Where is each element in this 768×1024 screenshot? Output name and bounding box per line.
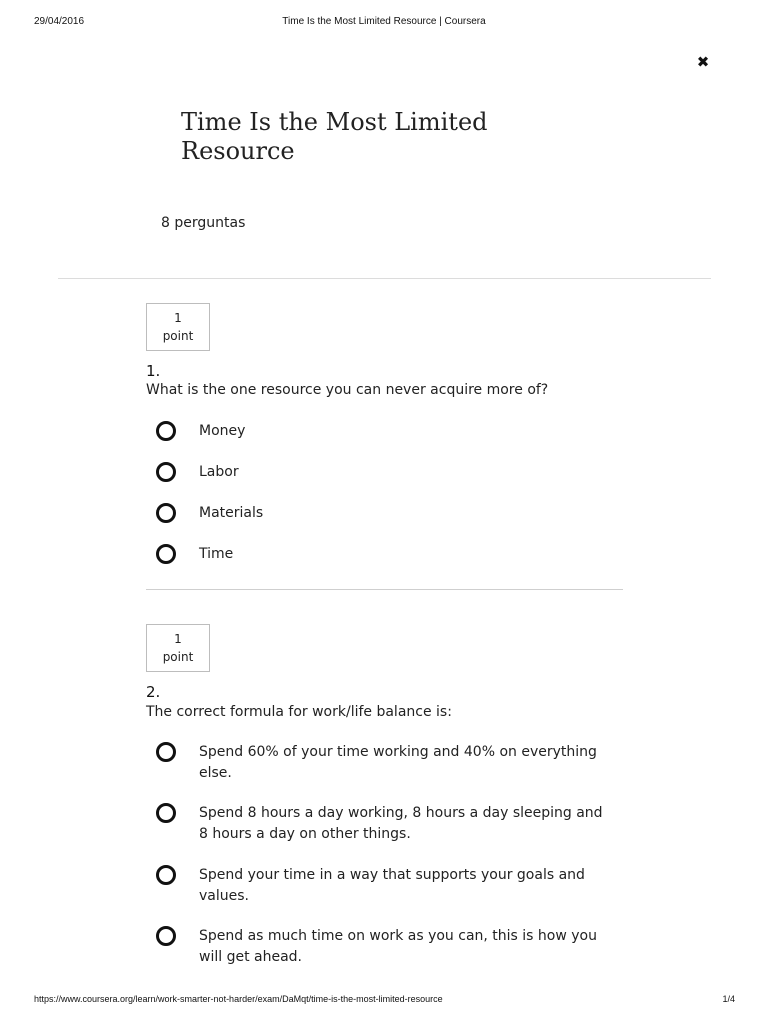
question-count: 8 perguntas <box>161 215 246 231</box>
option-label: Spend your time in a way that supports your goals and values. <box>199 867 585 904</box>
option-label: Spend 60% of your time working and 40% on everything else. <box>199 744 597 781</box>
print-page-number: 1/4 <box>722 994 735 1004</box>
radio-button[interactable] <box>156 544 176 564</box>
close-icon[interactable]: ✖ <box>696 53 710 71</box>
question-number: 1. <box>146 362 161 380</box>
question-number: 2. <box>146 683 161 701</box>
option-label: Labor <box>199 464 239 480</box>
print-page-title: Time Is the Most Limited Resource | Coursera <box>282 16 486 27</box>
header-divider <box>58 278 711 279</box>
option-label: Materials <box>199 505 264 521</box>
page-title: Time Is the Most Limited Resource <box>181 108 488 165</box>
radio-button[interactable] <box>156 462 176 482</box>
option-label: Spend as much time on work as you can, this is how you will get ahead. <box>199 928 597 965</box>
radio-button[interactable] <box>156 803 176 823</box>
radio-button[interactable] <box>156 503 176 523</box>
points-unit: point <box>162 329 194 343</box>
question-text: The correct formula for work/life balance is: <box>146 704 452 720</box>
radio-button[interactable] <box>156 742 176 762</box>
points-badge <box>146 624 210 672</box>
points-unit: point <box>162 650 194 664</box>
points-badge <box>146 303 210 351</box>
points-value: 1 <box>174 311 182 325</box>
question-divider <box>146 589 623 590</box>
points-value: 1 <box>174 632 182 646</box>
radio-button[interactable] <box>156 865 176 885</box>
question-text: What is the one resource you can never acquire more of? <box>146 382 549 398</box>
option-label: Time <box>199 546 234 562</box>
option-label: Spend 8 hours a day working, 8 hours a day sleeping and 8 hours a day on other things. <box>199 805 603 842</box>
radio-button[interactable] <box>156 421 176 441</box>
option-label: Money <box>199 423 246 439</box>
print-header <box>0 16 768 30</box>
print-date: 29/04/2016 <box>34 16 85 27</box>
radio-button[interactable] <box>156 926 176 946</box>
print-url: https://www.coursera.org/learn/work-smarter-not-harder/exam/DaMqt/time-is-the-most-limited-resource <box>34 994 443 1004</box>
